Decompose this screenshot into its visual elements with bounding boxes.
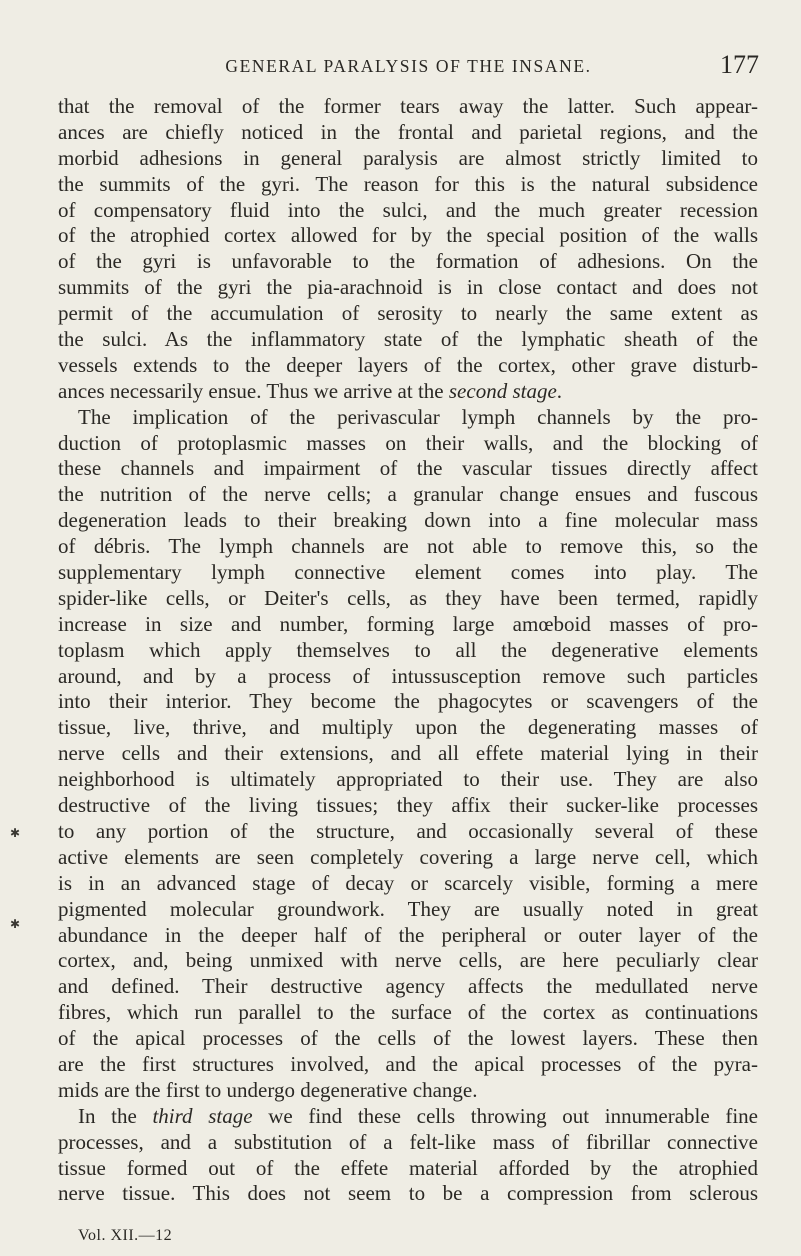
text-line: tissue, live, thrive, and multiply upon the degenerating masses of [58, 715, 758, 740]
text-line: are the first structures involved, and the apical processes of the pyra- [58, 1051, 758, 1076]
signature-mark: Vol. XII.—12 [78, 1227, 173, 1244]
margin-speck-icon: ✱ [10, 917, 21, 931]
text-line: toplasm which apply themselves to all the degenerative elements [58, 637, 758, 662]
margin-speck-icon: ✱ [10, 826, 21, 840]
text-line: nerve tissue. This does not seem to be a compression from sclerous [58, 1181, 758, 1206]
text-line: morbid adhesions in general paralysis are almost strictly limited to [58, 145, 758, 170]
text-line: the summits of the gyri. The reason for this is the natural subsidence [58, 171, 758, 196]
text-line: is in an advanced stage of decay or scarcely visible, forming a mere [58, 870, 758, 895]
text-line: supplementary lymph connective element comes into play. The [58, 560, 758, 585]
text-line: increase in size and number, forming large amœboid masses of pro- [58, 611, 758, 636]
text-line: into their interior. They become the phagocytes or scavengers of the [58, 689, 758, 714]
text-line: destructive of the living tissues; they affix their sucker-like processes [58, 793, 758, 818]
text-line: abundance in the deeper half of the peripheral or outer layer of the [58, 922, 758, 947]
page-header [58, 50, 759, 84]
text-line: nerve cells and their extensions, and all effete material lying in their [58, 741, 758, 766]
text-line: of the apical processes of the cells of the lowest layers. These then [58, 1026, 758, 1051]
text-line: to any portion of the structure, and occasionally several of these [58, 818, 758, 843]
italic-phrase: third stage [152, 1103, 253, 1128]
text-line-paragraph-end: mids are the first to undergo degenerative change. [58, 1077, 478, 1102]
text-line: summits of the gyri the pia-arachnoid is in close contact and does not [58, 275, 758, 300]
text-line: neighborhood is ultimately appropriated to their use. They are also [58, 767, 758, 792]
text-line: and defined. Their destructive agency affects the medullated nerve [58, 974, 758, 999]
text-line: processes, and a substitution of a felt-like mass of fibrillar connective [58, 1129, 758, 1154]
italic-phrase: second stage [448, 378, 557, 403]
text-line: degeneration leads to their breaking down into a fine molecular mass [58, 508, 758, 533]
text-line-paragraph-end: ances necessarily ensue. Thus we arrive at the second stage. [58, 378, 563, 403]
text-line: the sulci. As the inflammatory state of the lymphatic sheath of the [58, 327, 758, 352]
text-line: cortex, and, being unmixed with nerve cells, are here peculiarly clear [58, 948, 758, 973]
text-line: duction of protoplasmic masses on their walls, and the blocking of [58, 430, 758, 455]
text-line: tissue formed out of the effete material afforded by the atrophied [58, 1155, 758, 1180]
text-line: of the gyri is unfavorable to the formation of adhesions. On the [58, 249, 758, 274]
text-line: ances are chiefly noticed in the frontal and parietal regions, and the [58, 119, 758, 144]
text-line: these channels and impairment of the vascular tissues directly affect [58, 456, 758, 481]
text-line: around, and by a process of intussusception remove such particles [58, 663, 758, 688]
text-line: spider-like cells, or Deiter's cells, as they have been termed, rapidly [58, 585, 758, 610]
running-head: GENERAL PARALYSIS OF THE INSANE. [225, 56, 592, 76]
text-line-paragraph-start: The implication of the perivascular lymph channels by the pro- [78, 404, 758, 429]
text-line: fibres, which run parallel to the surface of the cortex as continuations [58, 1000, 758, 1025]
text-line-paragraph-start: In the third stage we find these cells throwing out innumerable fine [78, 1103, 759, 1128]
text-line: of débris. The lymph channels are not able to remove this, so the [58, 534, 758, 559]
text-line: active elements are seen completely covering a large nerve cell, which [58, 844, 758, 869]
text-line: of the atrophied cortex allowed for by the special position of the walls [58, 223, 758, 248]
text-line: of compensatory fluid into the sulci, and the much greater recession [58, 197, 758, 222]
text-line: that the removal of the former tears away the latter. Such appear- [58, 94, 758, 118]
page-number: 177 [720, 50, 759, 79]
text-line: the nutrition of the nerve cells; a granular change ensues and fuscous [58, 482, 758, 507]
body-text [58, 94, 758, 1207]
text-line: vessels extends to the deeper layers of the cortex, other grave disturb- [58, 352, 758, 377]
text-line: permit of the accumulation of serosity to nearly the same extent as [58, 301, 758, 326]
text-line: pigmented molecular groundwork. They are usually noted in great [58, 896, 758, 921]
